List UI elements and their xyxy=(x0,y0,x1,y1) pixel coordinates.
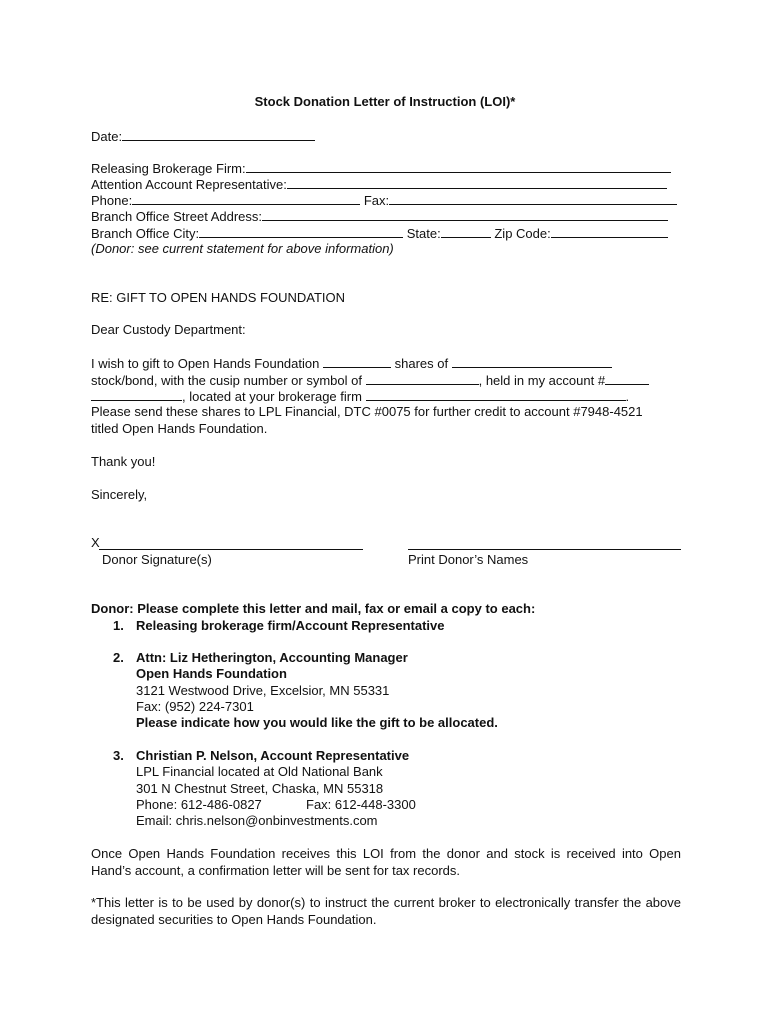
item-3-company: LPL Financial located at Old National Bank xyxy=(136,764,383,779)
item-2-fax: Fax: (952) 224-7301 xyxy=(136,699,254,714)
phone-field[interactable] xyxy=(132,192,360,205)
footnote-paragraph: *This letter is to be used by donor(s) to instruct the current broker to electronically transfer the above designated securities to Open Hands Foundation. xyxy=(91,895,681,927)
item-3-fax: Fax: 612-448-3300 xyxy=(306,797,416,812)
instructions-heading: Donor: Please complete this letter and mail, fax or email a copy to each: xyxy=(91,601,536,616)
item-3-phone: Phone: 612-486-0827 xyxy=(136,797,262,812)
date-label: Date: xyxy=(91,129,123,144)
shares-count-field[interactable] xyxy=(323,355,391,368)
item-2-attn: Attn: Liz Hetherington, Accounting Manager xyxy=(136,650,408,665)
donor-signature-line[interactable] xyxy=(99,549,363,550)
item-2-number: 2. xyxy=(113,650,124,665)
salutation: Dear Custody Department: xyxy=(91,322,246,337)
gift-line-2 xyxy=(91,372,649,389)
state-label: State: xyxy=(406,226,441,241)
date-field[interactable] xyxy=(122,128,315,141)
zip-field[interactable] xyxy=(551,225,668,238)
gift-text-b: shares of xyxy=(394,356,449,371)
thanks-text: Thank you! xyxy=(91,454,156,469)
item-3-email: Email: chris.nelson@onbinvestments.com xyxy=(136,813,378,828)
gift-text-f: . xyxy=(625,389,630,404)
attention-label: Attention Account Representative: xyxy=(91,177,287,192)
item-2-org: Open Hands Foundation xyxy=(136,666,287,681)
phone-label: Phone: xyxy=(91,193,133,208)
fax-field[interactable] xyxy=(389,192,677,205)
item-3-address: 301 N Chestnut Street, Chaska, MN 55318 xyxy=(136,781,384,796)
document-title: Stock Donation Letter of Instruction (LOI)* xyxy=(254,94,516,109)
attention-field[interactable] xyxy=(287,176,667,189)
re-line: RE: GIFT TO OPEN HANDS FOUNDATION xyxy=(91,290,346,305)
fax-label: Fax: xyxy=(363,193,390,208)
item-1-text: Releasing brokerage firm/Account Representative xyxy=(136,618,445,633)
print-names-label: Print Donor’s Names xyxy=(408,552,529,567)
branch-city-row xyxy=(91,225,668,242)
donor-signature-label: Donor Signature(s) xyxy=(102,552,212,567)
stock-name-field[interactable] xyxy=(452,355,612,368)
signature-x-mark: X xyxy=(91,535,100,550)
phone-fax-row xyxy=(91,192,677,209)
gift-text-c: stock/bond, with the cusip number or symbol of xyxy=(91,373,362,388)
item-1-number: 1. xyxy=(113,618,124,633)
branch-street-field[interactable] xyxy=(262,208,668,221)
releasing-firm-label: Releasing Brokerage Firm: xyxy=(91,161,246,176)
releasing-firm-row xyxy=(91,160,671,177)
confirmation-paragraph: Once Open Hands Foundation receives this LOI from the donor and stock is received into Open Hand’s account, a confirmation letter will be sent for tax records. xyxy=(91,846,681,878)
date-row xyxy=(91,128,315,145)
attention-row xyxy=(91,176,667,193)
print-names-line[interactable] xyxy=(408,549,681,550)
gift-text-e: , located at your brokerage firm xyxy=(182,389,362,404)
brokerage-firm-field[interactable] xyxy=(366,388,626,401)
transfer-instruction: Please send these shares to LPL Financial, DTC #0075 for further credit to account #7948-4521 xyxy=(91,404,643,419)
item-2-allocation-note: Please indicate how you would like the gift to be allocated. xyxy=(136,715,498,730)
gift-line-1 xyxy=(91,355,612,372)
branch-city-field[interactable] xyxy=(199,225,403,238)
closing-text: Sincerely, xyxy=(91,487,148,502)
branch-street-label: Branch Office Street Address: xyxy=(91,209,263,224)
zip-label: Zip Code: xyxy=(494,226,551,241)
account-number-field[interactable] xyxy=(605,372,649,385)
branch-street-row xyxy=(91,208,668,225)
branch-city-label: Branch Office City: xyxy=(91,226,200,241)
gift-line-3 xyxy=(91,388,629,405)
item-2-address: 3121 Westwood Drive, Excelsior, MN 55331 xyxy=(136,683,390,698)
gift-text-a: I wish to gift to Open Hands Foundation xyxy=(91,356,320,371)
cusip-field[interactable] xyxy=(366,372,479,385)
titled-line: titled Open Hands Foundation. xyxy=(91,421,268,436)
account-number-field-continued[interactable] xyxy=(91,388,182,401)
donor-note: (Donor: see current statement for above information) xyxy=(91,241,394,256)
gift-text-d: , held in my account # xyxy=(478,373,606,388)
releasing-firm-field[interactable] xyxy=(246,160,671,173)
state-field[interactable] xyxy=(441,225,491,238)
item-3-name: Christian P. Nelson, Account Representative xyxy=(136,748,410,763)
item-3-number: 3. xyxy=(113,748,124,763)
